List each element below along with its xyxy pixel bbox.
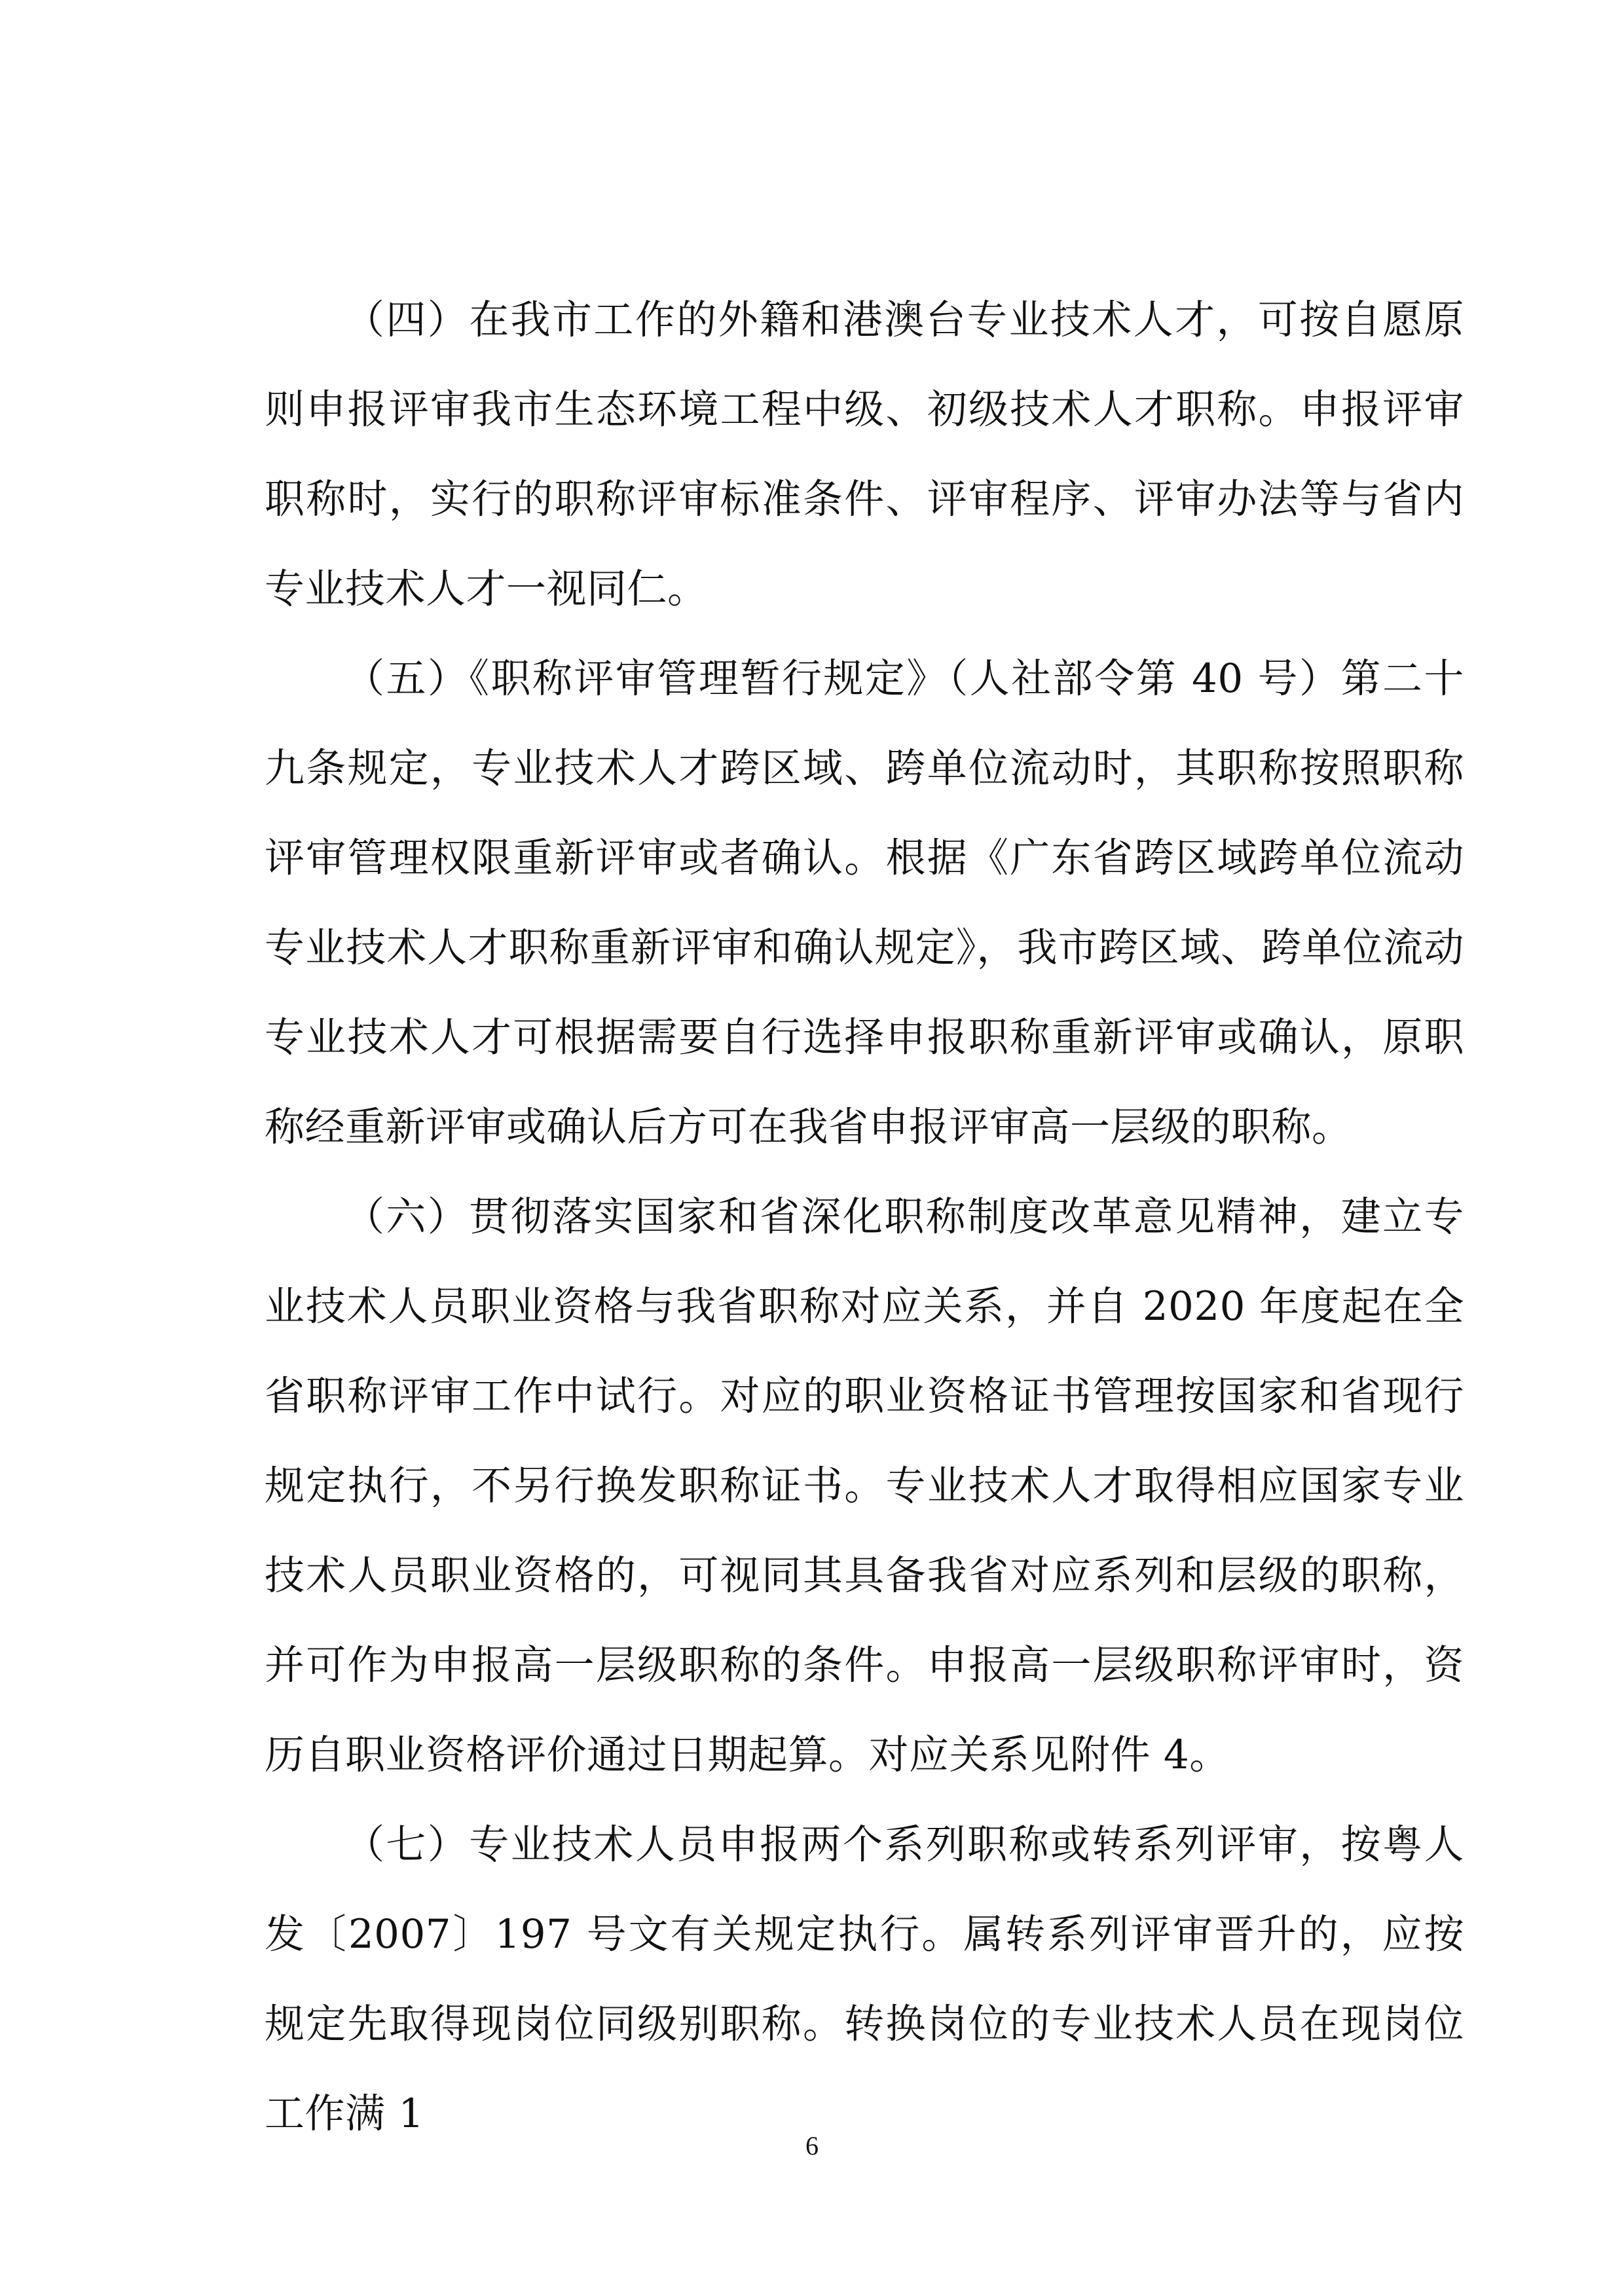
page-number: 6 <box>805 2131 819 2160</box>
paragraph-item-4: （四）在我市工作的外籍和港澳台专业技术人才，可按自愿原则申报评审我市生态环境工程中级、初级技术人才职称。申报评审职称时，实行的职称评审标准条件、评审程序、评审办法等与省内专业技术人才一视同仁。 <box>265 297 1464 612</box>
document-body <box>265 275 1464 2159</box>
paragraph-item-5: （五）《职称评审管理暂行规定》（人社部令第 40 号）第二十九条规定，专业技术人才跨区域、跨单位流动时，其职称按照职称评审管理权限重新评审或者确认。根据《广东省跨区域跨单位流动专业技术人才职称重新评审和确认规定》，我市跨区域、跨单位流动专业技术人才可根据需要自行选择申报职称重新评审或确认，原职称经重新评审或确认后方可在我省申报评审高一层级的职称。 <box>265 655 1464 1150</box>
paragraph-item-6: （六）贯彻落实国家和省深化职称制度改革意见精神，建立专业技术人员职业资格与我省职称对应关系，并自 2020 年度起在全省职称评审工作中试行。对应的职业资格证书管理按国家和省现行规定执行，不另行换发职称证书。专业技术人才取得相应国家专业技术人员职业资格的，可视同其具备我省对应系列和层级的职称，并可作为申报高一层级职称的条件。申报高一层级职称评审时，资历自职业资格评价通过日期起算。对应关系见附件 4。 <box>265 1194 1464 1778</box>
paragraph-item-7: （七）专业技术人员申报两个系列职称或转系列评审，按粤人发〔2007〕197 号文有关规定执行。属转系列评审晋升的，应按规定先取得现岗位同级别职称。转换岗位的专业技术人员在现岗位工作满 1 <box>265 1821 1464 2137</box>
